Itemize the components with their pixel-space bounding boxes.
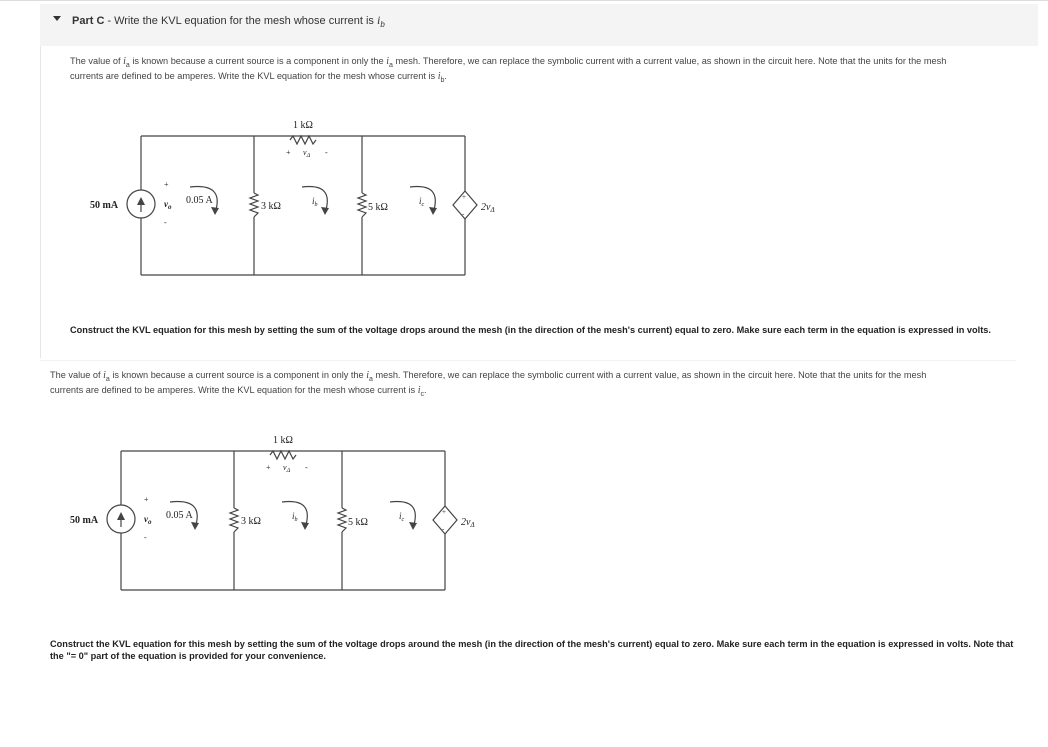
circuit-diagram-1	[80, 115, 520, 285]
part-title-text: Write the KVL equation for the mesh whose current is	[114, 15, 374, 27]
resistor-1k-label: 1 kΩ	[293, 120, 313, 131]
vo-label: $v_o$	[164, 199, 172, 211]
vo-label-2: $v_o$	[144, 514, 152, 526]
dep-source-label-2: $2v_\Delta$	[461, 517, 475, 529]
mesh-a-current-label-2: 0.05 A	[166, 510, 193, 521]
section-left-border	[40, 46, 41, 358]
dep-minus-2: -	[442, 525, 445, 533]
section1-paragraph: The value of $i_a$ is known because a current source is a component in only the $i_a$ mesh. Therefore, we can replace the symbolic current with a current value, as shown in the circuit here. Note that the units for the mesh currents are defined to be amperes. Write the KVL equation for the mesh whose current is $i_b$.	[70, 56, 947, 84]
vdelta-label: $v_\Delta$	[303, 148, 311, 159]
circuit-diagram-2	[60, 430, 500, 600]
collapse-caret-icon[interactable]	[53, 16, 61, 21]
vo-plus-2: +	[144, 495, 149, 504]
vdelta-plus: +	[286, 148, 291, 157]
vdelta-plus-2: +	[266, 463, 271, 472]
vdelta-minus: -	[325, 148, 328, 157]
part-title-var: i	[377, 13, 381, 27]
vo-minus: -	[164, 218, 167, 227]
part-title[interactable]	[72, 13, 385, 29]
mesh-a-current-label: 0.05 A	[186, 195, 213, 206]
ic-label: $i_c$	[419, 196, 425, 208]
ic-label-2: $i_c$	[399, 511, 405, 523]
dep-plus: +	[462, 193, 466, 201]
section-divider	[40, 360, 1016, 361]
dep-plus-2: +	[442, 508, 446, 516]
part-separator: -	[107, 15, 112, 27]
vdelta-minus-2: -	[305, 463, 308, 472]
current-source-label-2: 50 mA	[70, 515, 99, 526]
dep-minus: -	[462, 210, 465, 218]
part-label: Part C	[72, 15, 105, 27]
ib-label-2: $i_b$	[292, 511, 298, 523]
resistor-5k-label-2: 5 kΩ	[348, 517, 368, 528]
section1-instruction: Construct the KVL equation for this mesh by setting the sum of the voltage drops around the mesh (in the direction of the mesh's current) equal to zero. Make sure each term in the equation is expressed in volts.	[70, 325, 991, 335]
section2-instruction: Construct the KVL equation for this mesh by setting the sum of the voltage drops around the mesh (in the direction of the mesh's current) equal to zero. Make sure each term in the equation is expressed in volts. Note that the "= 0" part of the equation is provided for your convenience.	[50, 639, 1014, 661]
resistor-5k-label: 5 kΩ	[368, 202, 388, 213]
vo-minus-2: -	[144, 533, 147, 542]
part-title-sub: b	[380, 20, 385, 30]
dep-source-label: $2v_\Delta$	[481, 202, 495, 214]
vo-plus: +	[164, 180, 169, 189]
resistor-3k-label-2: 3 kΩ	[241, 516, 261, 527]
resistor-1k-label-2: 1 kΩ	[273, 435, 293, 446]
top-border	[0, 0, 1048, 1]
section2-paragraph: The value of $i_a$ is known because a current source is a component in only the $i_a$ mesh. Therefore, we can replace the symbolic current with a current value, as shown in the circuit here. Note that the units for the mesh currents are defined to be amperes. Write the KVL equation for the mesh whose current is $i_c$.	[50, 370, 927, 398]
vdelta-label-2: $v_\Delta$	[283, 463, 291, 474]
current-source-label: 50 mA	[90, 200, 119, 211]
ib-label: $i_b$	[312, 196, 318, 208]
resistor-3k-label: 3 kΩ	[261, 201, 281, 212]
